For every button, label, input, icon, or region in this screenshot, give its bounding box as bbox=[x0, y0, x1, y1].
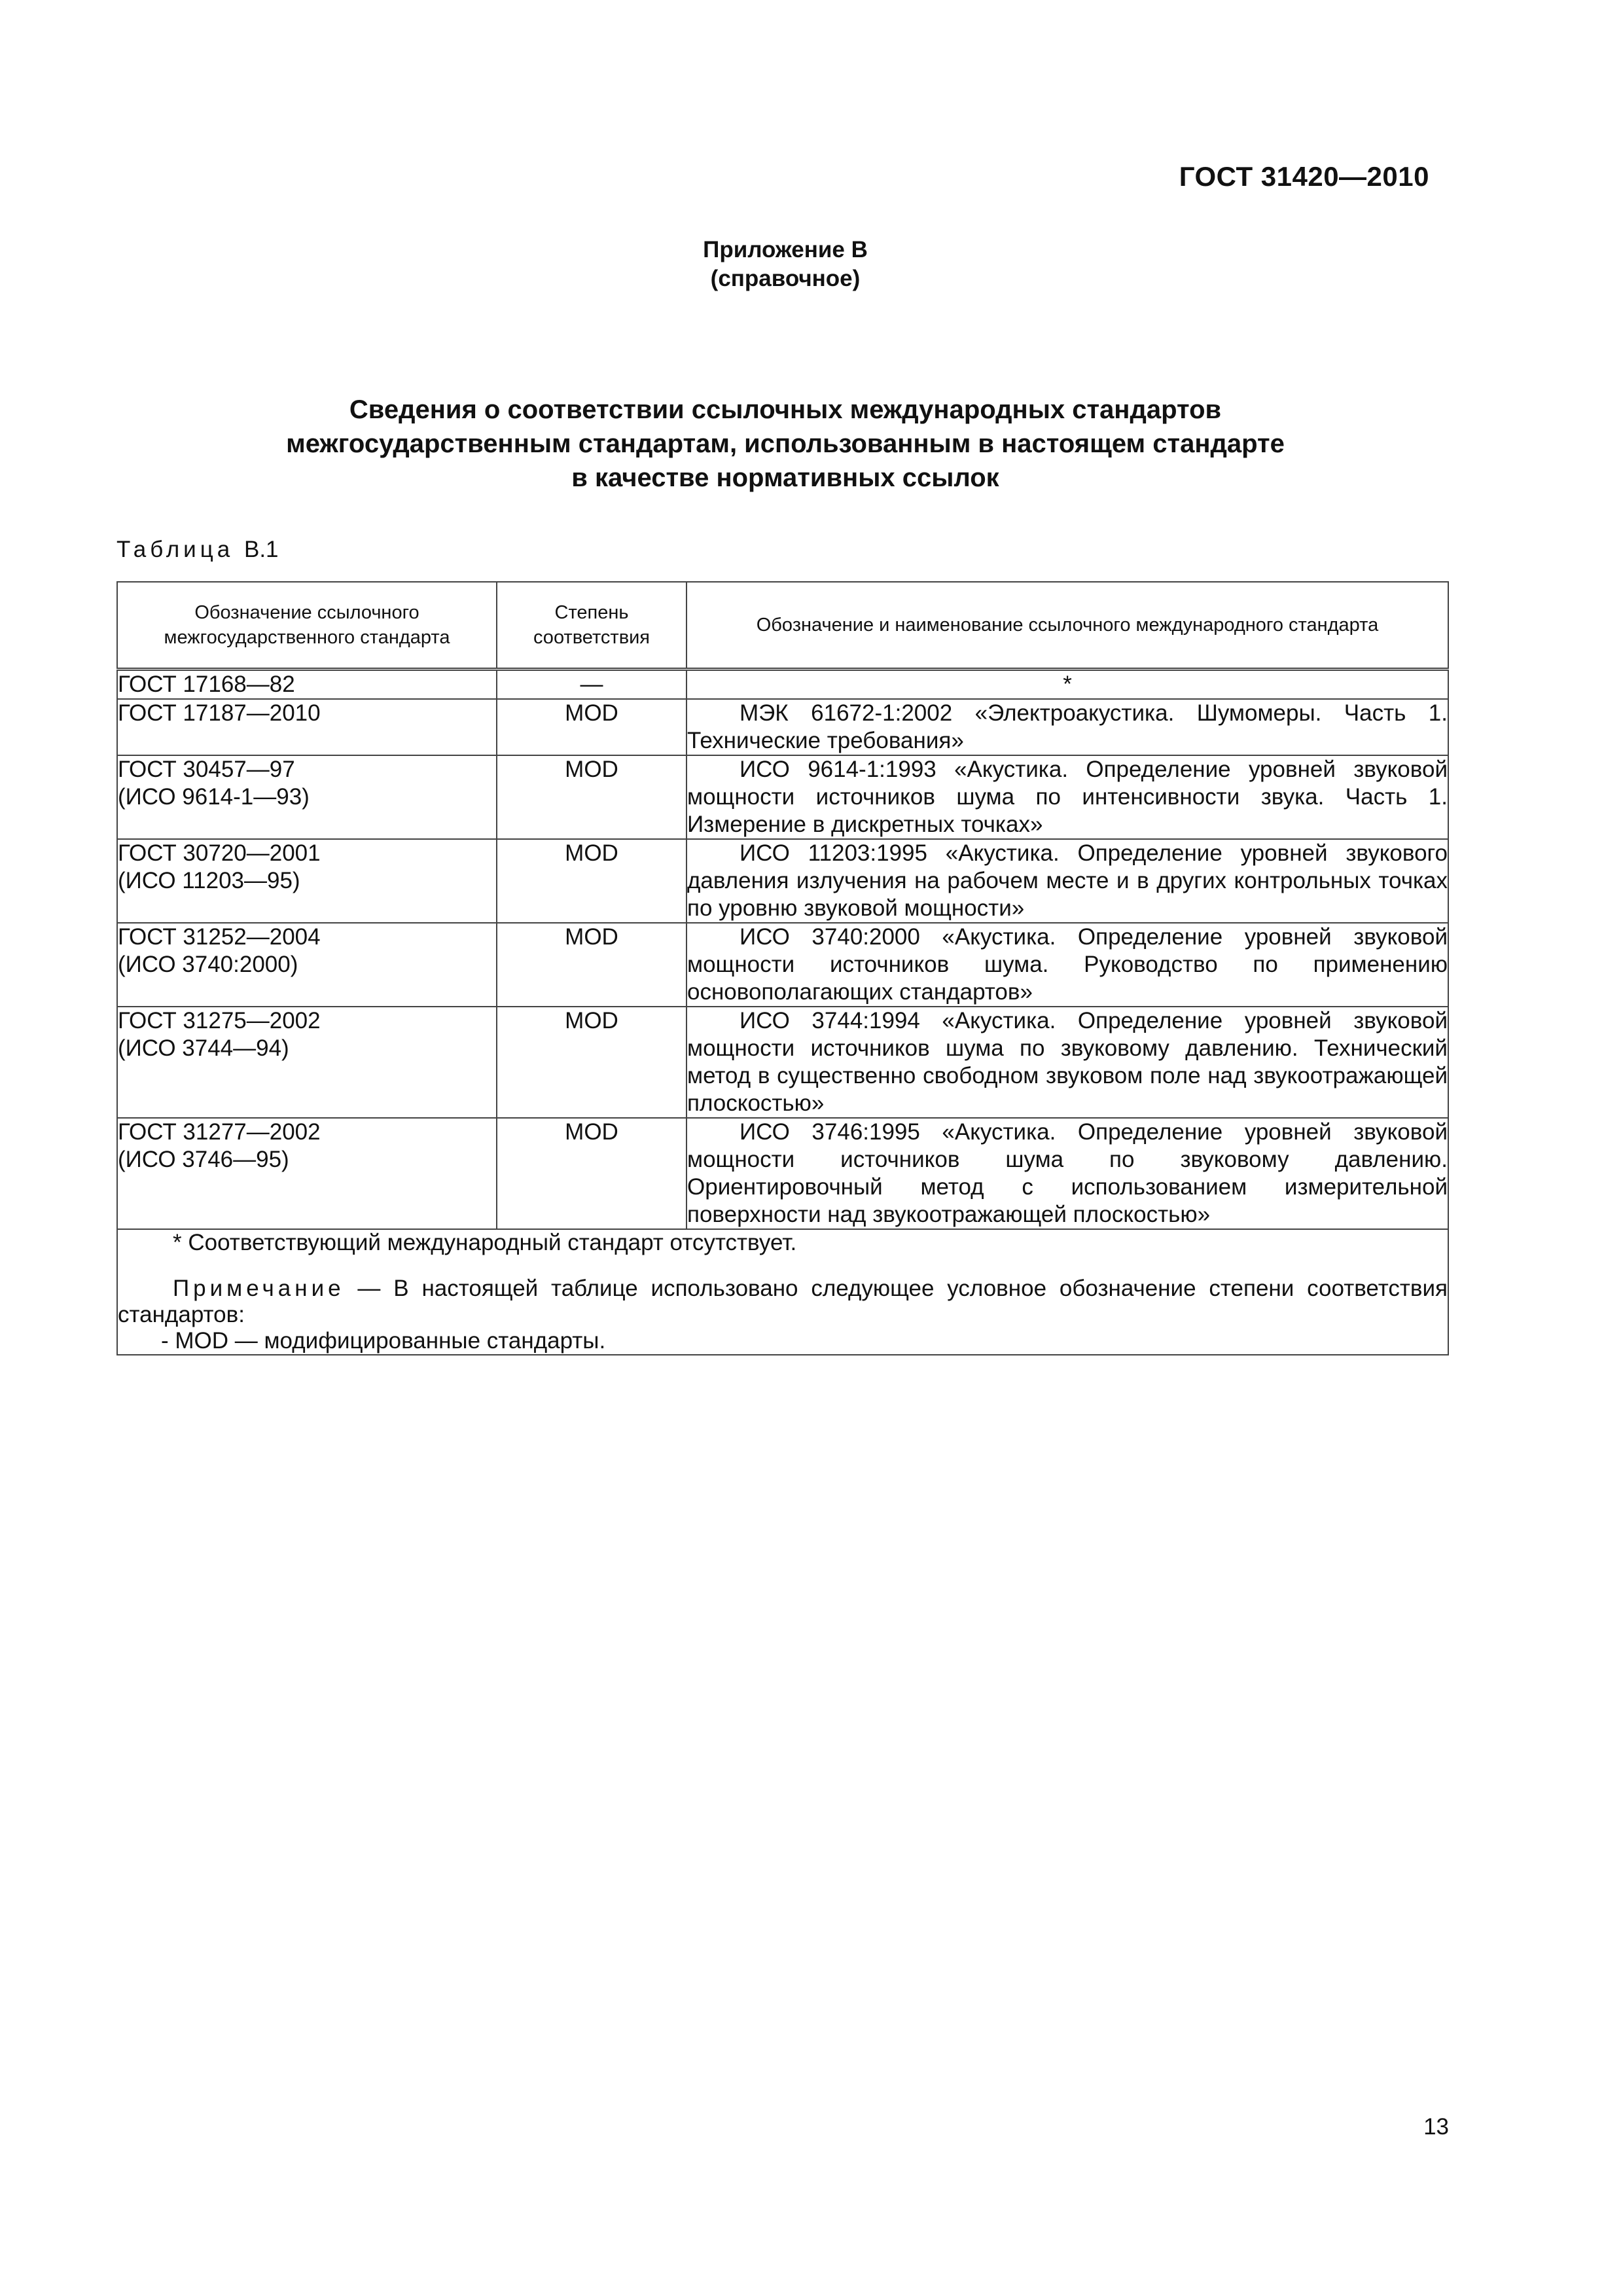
designation-line: (ИСО 11203—95) bbox=[118, 868, 300, 893]
table-number: В.1 bbox=[243, 537, 279, 562]
designation-line: ГОСТ 30457—97 bbox=[118, 757, 295, 782]
table-row bbox=[117, 839, 1448, 923]
designation-line: (ИСО 9614-1—93) bbox=[118, 784, 310, 810]
standard-cell: ИСО 3746:1995 «Акустика. Определение уровней звуковой мощности источников шума по звуковому давлению. Ориентировочный метод с использованием измерительной поверхности над звукоотражающей плоскостью» bbox=[687, 1118, 1448, 1229]
degree-cell: — bbox=[497, 670, 687, 700]
designation-line: (ИСО 3740:2000) bbox=[118, 952, 298, 977]
note-label: Примечание bbox=[173, 1276, 345, 1301]
table-label-word: Таблица bbox=[116, 537, 234, 562]
header-degree: Степень соответствия bbox=[497, 582, 687, 670]
table-header-row bbox=[117, 582, 1448, 670]
header-designation: Обозначение ссылочного межгосударственного стандарта bbox=[117, 582, 497, 670]
degree-cell: MOD bbox=[497, 923, 687, 1007]
footnote: * Соответствующий международный стандарт отсутствует. bbox=[173, 1230, 797, 1255]
designation-line: ГОСТ 31252—2004 bbox=[118, 924, 321, 950]
table-footer-row bbox=[117, 1229, 1448, 1355]
designation-line: (ИСО 3746—95) bbox=[118, 1147, 289, 1172]
note-item: - MOD — модифицированные стандарты. bbox=[161, 1328, 606, 1354]
note-text: — В настоящей таблице использовано следующее условное обозначение степени соответствия стандартов: bbox=[118, 1276, 1448, 1327]
standard-cell: ИСО 11203:1995 «Акустика. Определение уровней звукового давления излучения на рабочем месте и в других контрольных точках по уровню звуковой мощности» bbox=[687, 839, 1448, 923]
table-row bbox=[117, 923, 1448, 1007]
header-standard: Обозначение и наименование ссылочного международного стандарта bbox=[687, 582, 1448, 670]
standard-cell: ИСО 3744:1994 «Акустика. Определение уровней звуковой мощности источников шума по звуковому давлению. Технический метод в существенно свободном звуковом поле над звукоотражающей плоскостью» bbox=[687, 1007, 1448, 1118]
degree-cell: MOD bbox=[497, 755, 687, 839]
designation-cell bbox=[117, 1118, 497, 1229]
standard-cell: ИСО 9614-1:1993 «Акустика. Определение уровней звуковой мощности источников шума по интенсивности звука. Часть 1. Измерение в дискретных точках» bbox=[687, 755, 1448, 839]
appendix-subtitle: (справочное) bbox=[710, 266, 861, 291]
designation-cell bbox=[117, 1007, 497, 1118]
table-row bbox=[117, 1007, 1448, 1118]
designation-cell bbox=[117, 699, 497, 755]
designation-line: (ИСО 3744—94) bbox=[118, 1035, 289, 1061]
degree-cell: MOD bbox=[497, 699, 687, 755]
table-row bbox=[117, 670, 1448, 700]
section-title bbox=[0, 393, 1571, 495]
designation-line: ГОСТ 17187—2010 bbox=[118, 700, 321, 726]
table-row bbox=[117, 755, 1448, 839]
page-number: 13 bbox=[1423, 2114, 1449, 2140]
designation-cell bbox=[117, 755, 497, 839]
table-footer bbox=[117, 1229, 1448, 1355]
table-body bbox=[117, 670, 1448, 1230]
standard-cell: МЭК 61672-1:2002 «Электроакустика. Шумомеры. Часть 1. Технические требования» bbox=[687, 699, 1448, 755]
standard-cell: * bbox=[687, 670, 1448, 700]
designation-cell bbox=[117, 923, 497, 1007]
degree-cell: MOD bbox=[497, 839, 687, 923]
appendix-heading bbox=[0, 236, 1571, 293]
designation-line: ГОСТ 31275—2002 bbox=[118, 1008, 321, 1033]
designation-cell bbox=[117, 670, 497, 700]
designation-cell bbox=[117, 839, 497, 923]
table-label bbox=[116, 537, 279, 563]
degree-cell: MOD bbox=[497, 1007, 687, 1118]
appendix-title: Приложение В bbox=[703, 237, 868, 262]
table-row bbox=[117, 1118, 1448, 1229]
title-line: межгосударственным стандартам, использованным в настоящем стандарте bbox=[286, 429, 1285, 458]
standard-cell: ИСО 3740:2000 «Акустика. Определение уровней звуковой мощности источников шума. Руководство по применению основополагающих стандартов» bbox=[687, 923, 1448, 1007]
designation-line: ГОСТ 31277—2002 bbox=[118, 1119, 321, 1145]
document-code: ГОСТ 31420—2010 bbox=[1179, 161, 1429, 192]
title-line: в качестве нормативных ссылок bbox=[571, 463, 999, 492]
correspondence-table bbox=[116, 581, 1449, 1355]
degree-cell: MOD bbox=[497, 1118, 687, 1229]
table-row bbox=[117, 699, 1448, 755]
designation-line: ГОСТ 30720—2001 bbox=[118, 840, 321, 866]
designation-line: ГОСТ 17168—82 bbox=[118, 672, 295, 697]
note bbox=[118, 1276, 1448, 1328]
title-line: Сведения о соответствии ссылочных международных стандартов bbox=[349, 395, 1222, 424]
